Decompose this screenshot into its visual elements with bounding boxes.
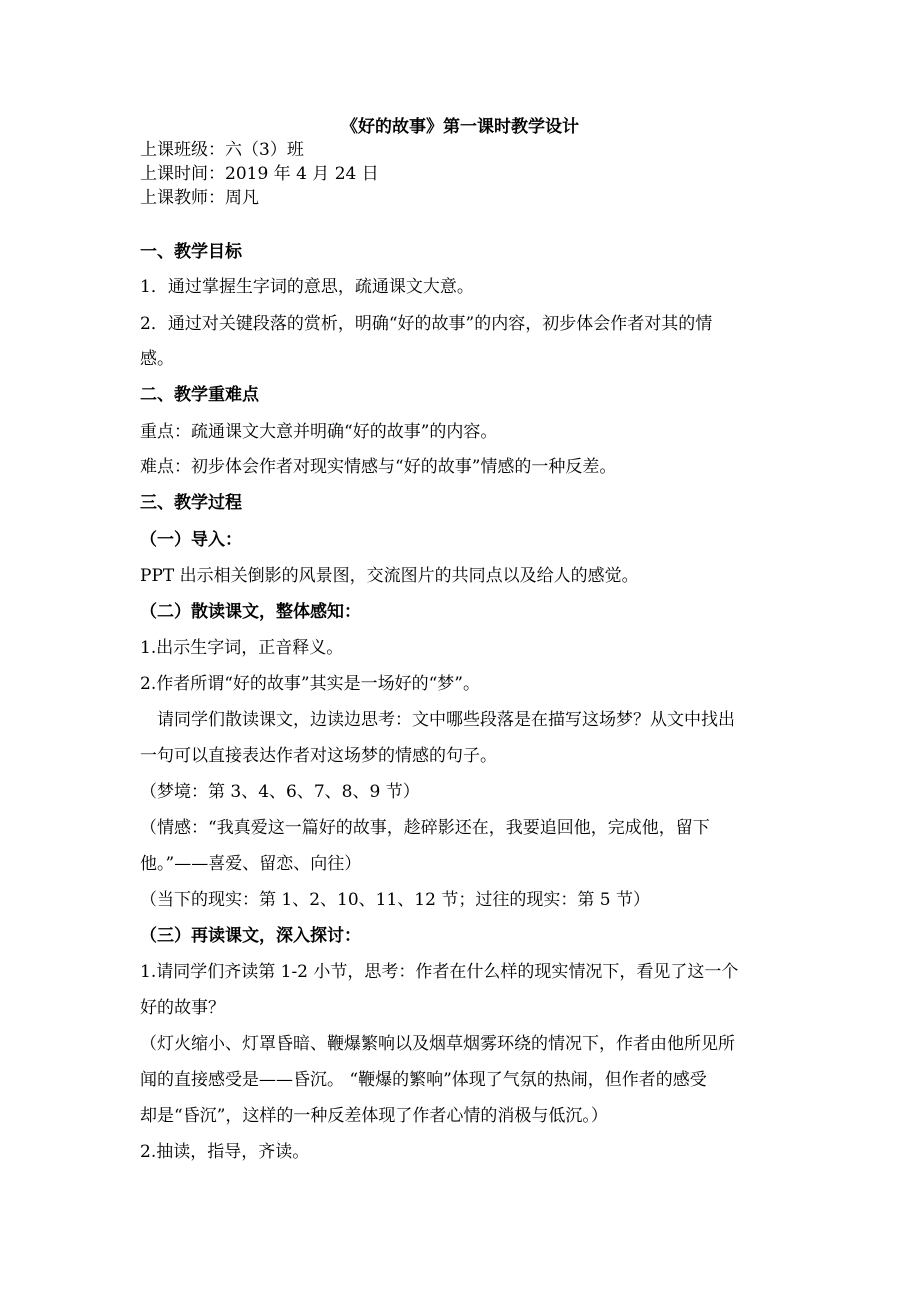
- read1-item-2: 2.作者所谓“好的故事”其实是一场好的“梦”。: [140, 674, 480, 694]
- answer-line-2: 闻的直接感受是——昏沉。 “鞭爆的繁响”体现了气氛的热闹，但作者的感受: [140, 1070, 707, 1090]
- difficult-point: 难点：初步体会作者对现实情感与“好的故事”情感的一种反差。: [140, 457, 617, 477]
- key-points-heading: 二、教学重难点: [140, 385, 259, 405]
- document-title: 《好的故事》第一课时教学设计: [341, 117, 579, 137]
- dream-note: （梦境：第 3、4、6、7、8、9 节）: [140, 782, 420, 802]
- reality-note: （当下的现实：第 1、2、10、11、12 节；过往的现实：第 5 节）: [140, 890, 650, 910]
- intro-text: PPT 出示相关倒影的风景图，交流图片的共同点以及给人的感觉。: [140, 566, 639, 586]
- read2-item-1-line-1: 1.请同学们齐读第 1-2 小节，思考：作者在什么样的现实情况下，看见了这一个: [140, 962, 739, 982]
- time-info: 上课时间：2019 年 4 月 24 日: [140, 164, 379, 184]
- class-info: 上课班级：六（3）班: [140, 140, 304, 160]
- read1-paragraph-line-1: 请同学们散读课文，边读边思考：文中哪些段落是在描写这场梦？从文中找出: [157, 710, 735, 730]
- emotion-line-2: 他。”——喜爱、留恋、向往）: [140, 854, 362, 874]
- read1-paragraph-line-2: 一句可以直接表达作者对这场梦的情感的句子。: [140, 746, 497, 766]
- read2-heading: （三）再读课文，深入探讨：: [140, 926, 361, 946]
- process-heading: 三、教学过程: [140, 493, 242, 513]
- emotion-line-1: （情感：“我真爱这一篇好的故事，趁碎影还在，我要追回他，完成他，留下: [140, 818, 710, 838]
- read1-heading: （二）散读课文，整体感知：: [140, 602, 361, 622]
- goal-item-2-line-2: 感。: [140, 349, 174, 369]
- key-point: 重点：疏通课文大意并明确“好的故事”的内容。: [140, 422, 498, 442]
- read2-item-1-line-2: 好的故事？: [140, 998, 225, 1018]
- teacher-info: 上课教师：周凡: [140, 188, 259, 208]
- goal-item-1: 1．通过掌握生字词的意思，疏通课文大意。: [140, 277, 474, 297]
- intro-heading: （一）导入：: [140, 530, 242, 550]
- goals-heading: 一、教学目标: [140, 242, 242, 262]
- answer-line-1: （灯火缩小、灯罩昏暗、鞭爆繁响以及烟草烟雾环绕的情况下，作者由他所见所: [140, 1034, 735, 1054]
- read2-item-2: 2.抽读，指导，齐读。: [140, 1142, 310, 1162]
- answer-line-3: 却是“昏沉”，这样的一种反差体现了作者心情的消极与低沉。）: [140, 1106, 608, 1126]
- goal-item-2-line-1: 2．通过对关键段落的赏析，明确“好的故事”的内容，初步体会作者对其的情: [140, 314, 713, 334]
- read1-item-1: 1.出示生字词，正音释义。: [140, 638, 344, 658]
